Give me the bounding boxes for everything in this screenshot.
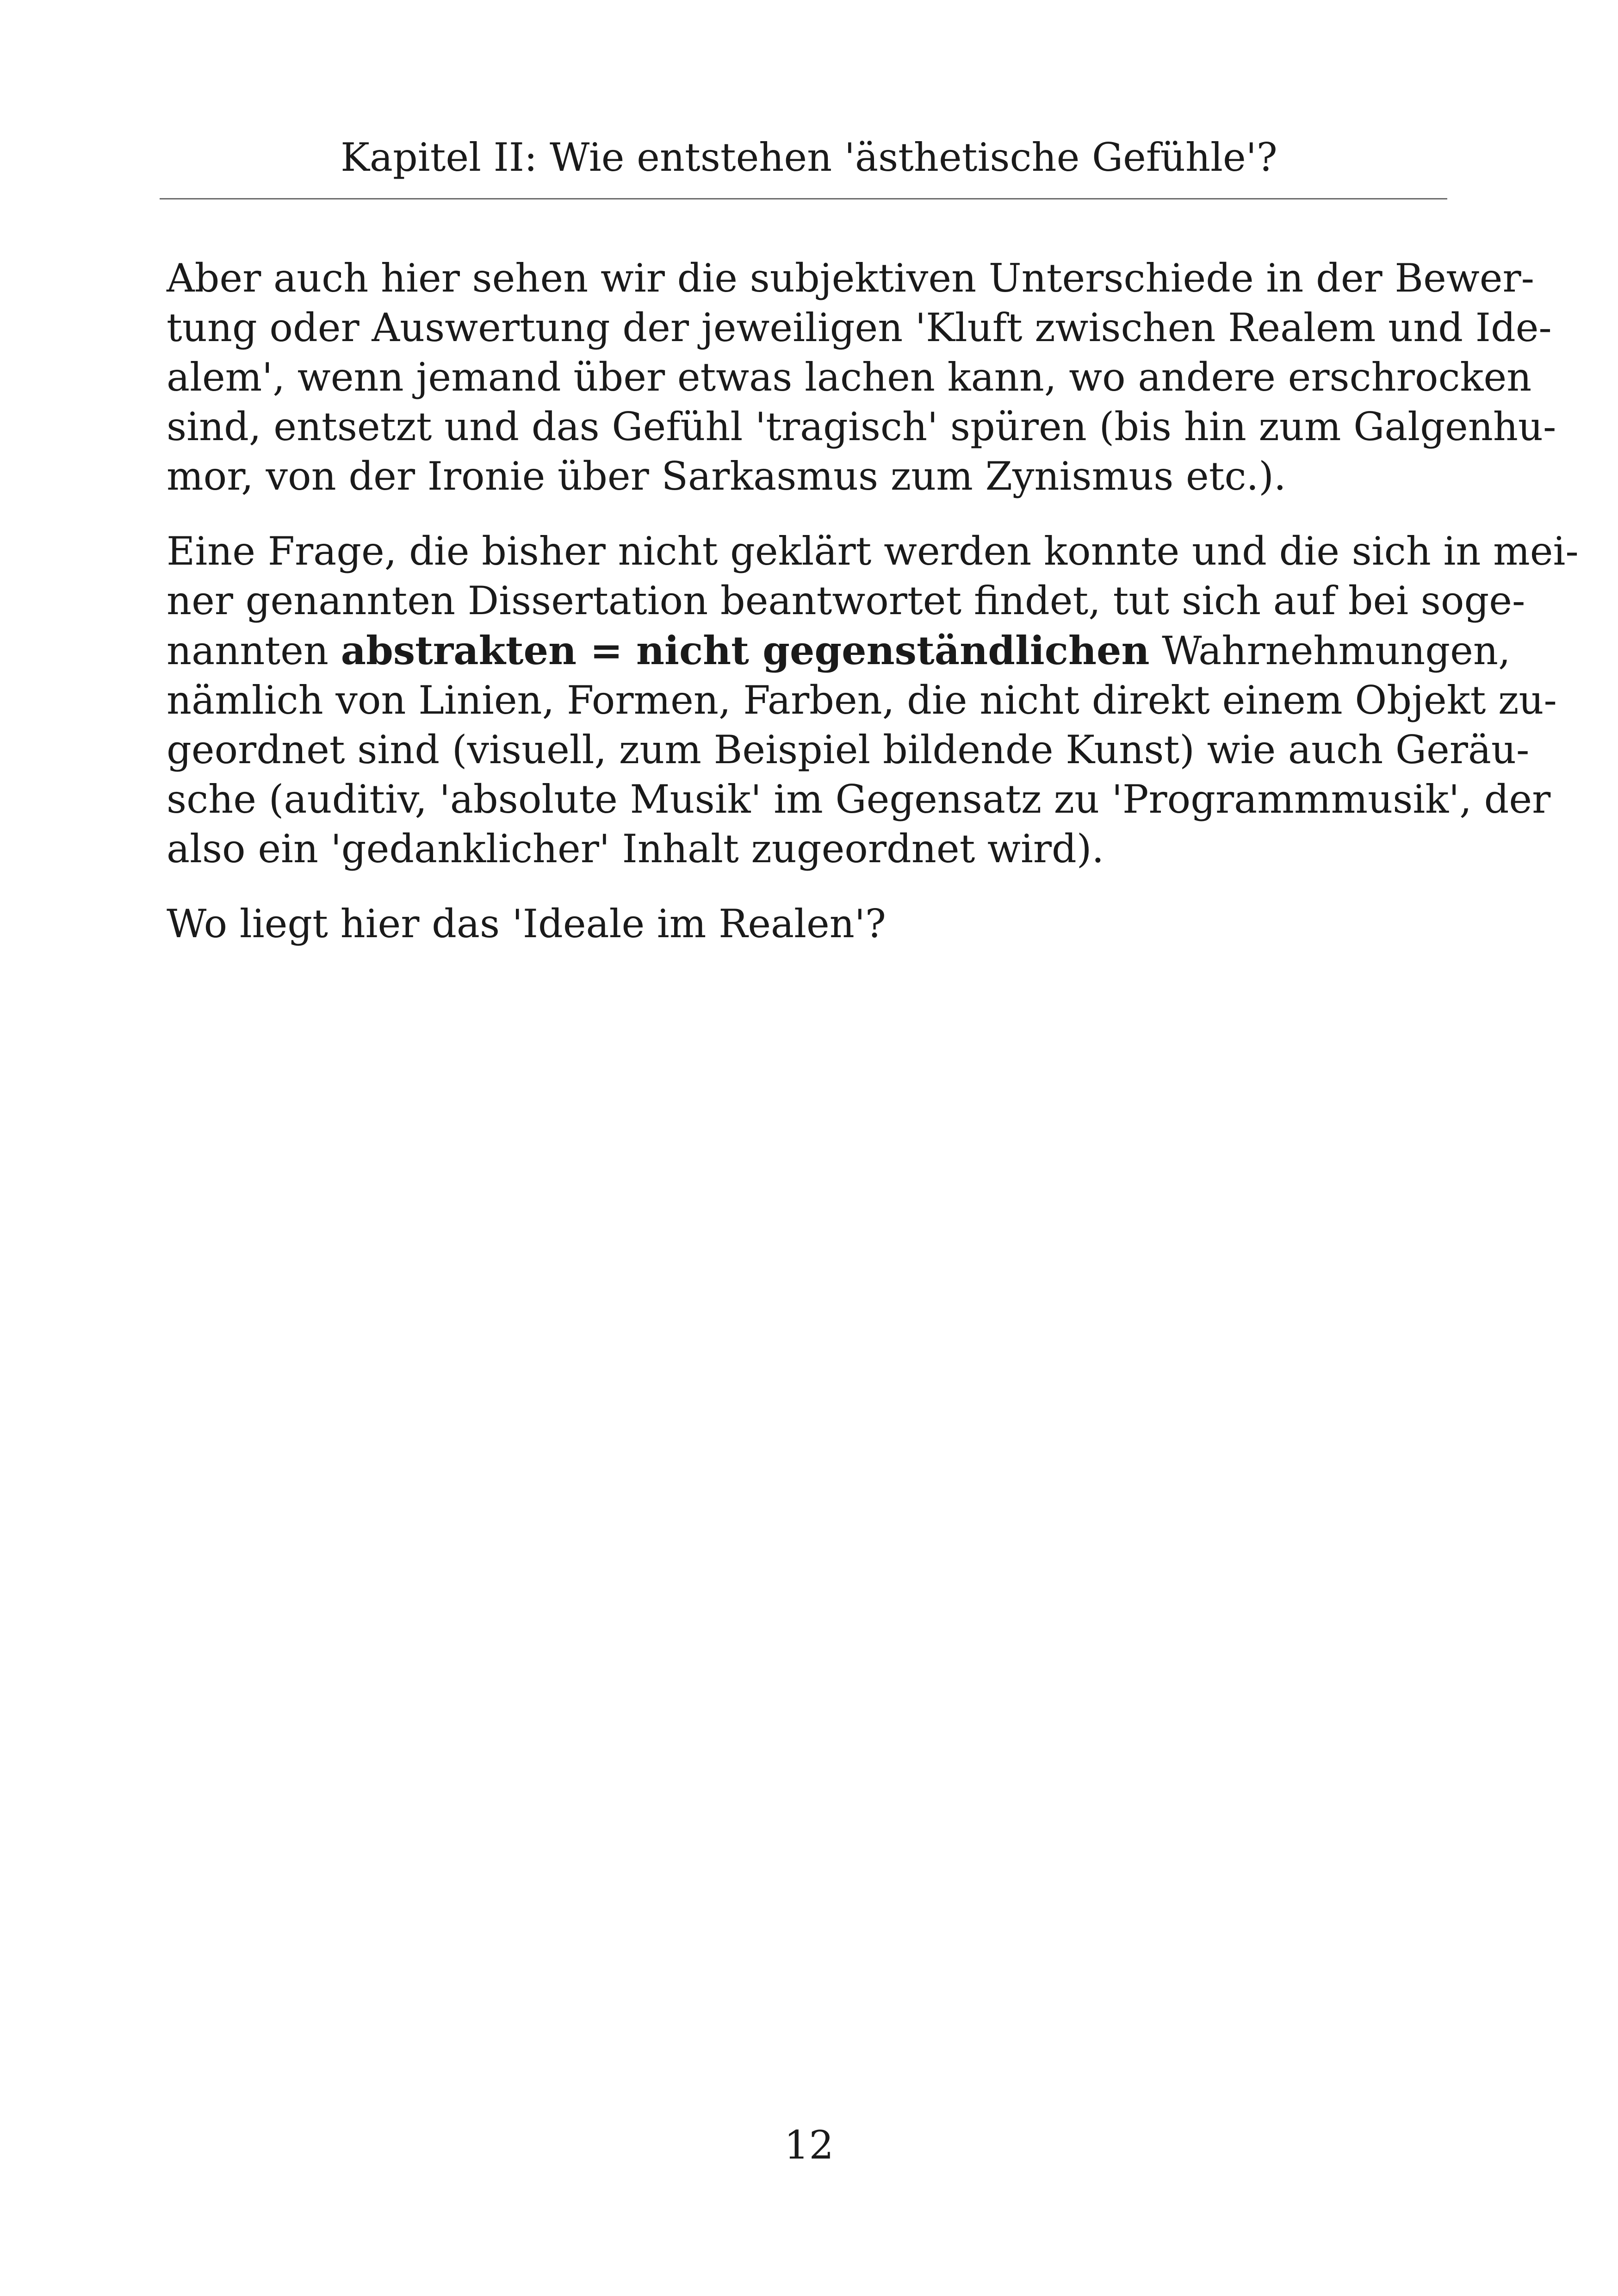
text-line: also ein 'gedanklicher' Inhalt zugeordnet wird). bbox=[167, 826, 1104, 871]
text-line: sche (auditiv, 'absolute Musik' im Gegensatz zu 'Programmmusik', der bbox=[167, 777, 1551, 822]
bold-emphasis: abstrakten = nicht gegenständlichen bbox=[341, 628, 1150, 673]
page-number: 12 bbox=[784, 2122, 834, 2168]
text-line: Wo liegt hier das 'Ideale im Realen'? bbox=[167, 901, 886, 946]
paragraph-3 bbox=[167, 899, 1439, 949]
text-line: Eine Frage, die bisher nicht geklärt werden konnte und die sich in mei- bbox=[167, 529, 1579, 574]
text-line: sind, entsetzt und das Gefühl 'tragisch' spüren (bis hin zum Galgenhu- bbox=[167, 404, 1556, 449]
text-line: geordnet sind (visuell, zum Beispiel bildende Kunst) wie auch Geräu- bbox=[167, 727, 1530, 772]
text-line: alem', wenn jemand über etwas lachen kann, wo andere erschrocken bbox=[167, 355, 1532, 400]
text-line-with-emphasis bbox=[167, 626, 1511, 676]
text-line: tung oder Auswertung der jeweiligen 'Kluft zwischen Realem und Ide- bbox=[167, 305, 1552, 350]
paragraph-1 bbox=[167, 254, 1556, 501]
text-line: mor, von der Ironie über Sarkasmus zum Zynismus etc.). bbox=[167, 454, 1286, 499]
text-fragment: nannten bbox=[167, 628, 329, 673]
header-rule bbox=[160, 198, 1447, 199]
text-fragment: Wahrnehmungen, bbox=[1162, 628, 1511, 673]
body-text bbox=[167, 254, 1579, 974]
text-line: Aber auch hier sehen wir die subjektiven Unterschiede in der Bewer- bbox=[167, 255, 1534, 301]
paragraph-2 bbox=[167, 527, 1579, 874]
running-head: Kapitel II: Wie entstehen 'ästhetische Gefühle'? bbox=[341, 135, 1277, 180]
text-line: ner genannten Dissertation beantwortet findet, tut sich auf bei soge- bbox=[167, 578, 1525, 623]
text-line: nämlich von Linien, Formen, Farben, die nicht direkt einem Objekt zu- bbox=[167, 678, 1557, 723]
